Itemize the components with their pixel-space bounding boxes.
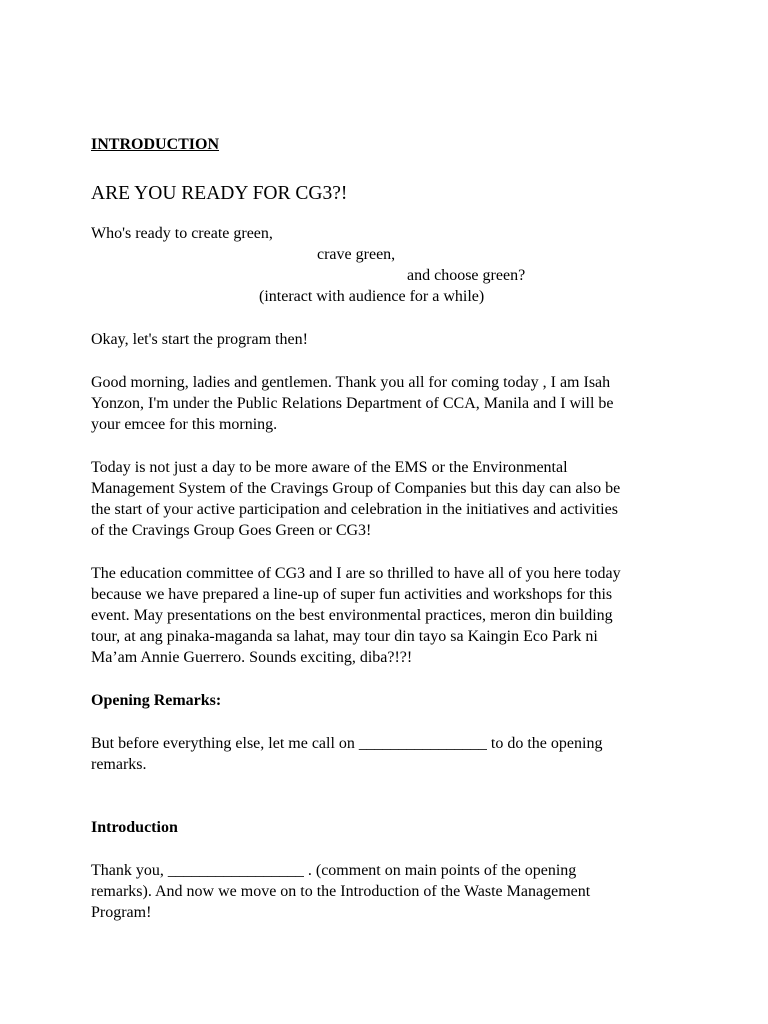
paragraph-line: Thank you, _________________ . (comment on main points of the opening	[91, 862, 577, 879]
paragraph-line: the start of your active participation and celebration in the initiatives and activities	[91, 501, 618, 518]
paragraph-line: remarks). And now we move on to the Introduction of the Waste Management	[91, 883, 591, 900]
paragraph-line: Yonzon, I'm under the Public Relations Department of CCA, Manila and I will be	[91, 395, 614, 412]
intro-heading: INTRODUCTION	[91, 136, 220, 153]
paragraph-thank-you	[91, 860, 691, 923]
opening-remarks-heading: Opening Remarks:	[91, 692, 222, 709]
paragraph-line: Ma’am Annie Guerrero. Sounds exciting, diba?!?!	[91, 649, 413, 666]
poem-line-3: and choose green?	[407, 267, 526, 284]
start-line: Okay, let's start the program then!	[91, 331, 308, 348]
paragraph-line: event. May presentations on the best environmental practices, meron din building	[91, 607, 613, 624]
paragraph-line: Today is not just a day to be more aware of the EMS or the Environmental	[91, 459, 568, 476]
document-page	[91, 134, 691, 923]
paragraph-line: remarks.	[91, 756, 147, 773]
paragraph-line: The education committee of CG3 and I are so thrilled to have all of you here today	[91, 565, 621, 582]
paragraph-opening	[91, 733, 691, 775]
poem-line-1: Who's ready to create green,	[91, 225, 273, 242]
paragraph-today	[91, 457, 691, 541]
poem-block	[91, 223, 691, 307]
poem-line-2: crave green,	[317, 246, 396, 263]
poem-line-4: (interact with audience for a while)	[259, 288, 485, 305]
paragraph-line: Good morning, ladies and gentlemen. Thank you all for coming today , I am Isah	[91, 374, 611, 391]
paragraph-education	[91, 563, 691, 668]
paragraph-line: Program!	[91, 904, 152, 921]
page-title: ARE YOU READY FOR CG3?!	[91, 183, 348, 204]
introduction-heading: Introduction	[91, 819, 178, 836]
paragraph-line: your emcee for this morning.	[91, 416, 278, 433]
paragraph-line: tour, at ang pinaka-maganda sa lahat, may tour din tayo sa Kaingin Eco Park ni	[91, 628, 598, 645]
paragraph-good-morning	[91, 372, 691, 435]
paragraph-line: Management System of the Cravings Group of Companies but this day can also be	[91, 480, 621, 497]
paragraph-line: But before everything else, let me call on ________________ to do the opening	[91, 735, 603, 752]
paragraph-line: because we have prepared a line-up of super fun activities and workshops for this	[91, 586, 613, 603]
paragraph-line: of the Cravings Group Goes Green or CG3!	[91, 522, 372, 539]
